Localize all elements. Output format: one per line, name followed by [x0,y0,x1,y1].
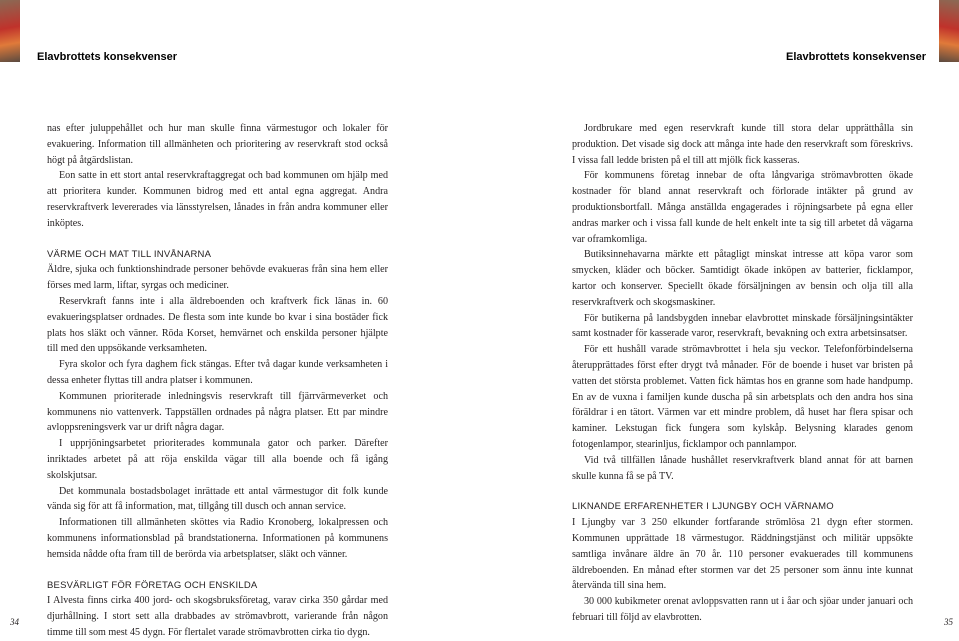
paragraph: I Alvesta finns cirka 400 jord- och skogsbruksföretag, varav cirka 350 gårdar med djurhållning. I stort sett alla drabbades av strömavbrott, varierande från någon timme till som mest 45 dygn. För flertalet varade strömavbrotten cirka tio dygn. [47,595,388,638]
paragraph: För butikerna på landsbygden innebar elavbrottet minskade försäljningsintäkter samt kostnader för kasserade varor, reservkraft, bevakning och extra arbetsinsatser. [572,312,913,340]
paragraph: Vid två tillfällen lånade hushållet reservkraftverk bland annat för att barnen skulle kunna få se på TV. [572,454,913,482]
paragraph: 30 000 kubikmeter orenat avloppsvatten rann ut i åar och sjöar under januari och februari till följd av elavbrotten. [572,596,913,623]
decorative-corner-image-right [939,0,959,62]
page-number-right: 35 [944,617,953,627]
paragraph: Äldre, sjuka och funktionshindrade personer behövde evakueras från sina hem eller förses med larm, liftar, syrgas och mediciner. [47,264,388,292]
paragraph: Jordbrukare med egen reservkraft kunde till stora delar upprätthålla sin produktion. Det visade sig dock att många inte hade den reservkraft som föreskrivs. I vissa fall ledde bristen på el till att mjölk fick kasseras. [572,123,913,166]
running-head-right: Elavbrottets konsekvenser [785,51,926,63]
paragraph: För kommunens företag innebar de ofta långvariga strömavbrotten ökade kostnader för bland annat reservkraft och förlorade intäkter på grund av produktionsbortfall. Många anställda engagerades i röjningsarbete på egna eller andras marker och i vissa fall kunde de helt enkelt inte ta sig till arbetet då vägarna var oframkomliga. [572,170,913,245]
paragraph: Informationen till allmänheten sköttes via Radio Kronoberg, lokalpressen och kommunens informationsblad på brandstationerna. Informationen på kommunens hemsida nådde ofta fram till de berörda via arbetsplatser, släkt och vänner. [47,517,388,560]
running-head-left: Elavbrottets konsekvenser [37,51,178,63]
decorative-corner-image-left [0,0,20,62]
paragraph: I Ljungby var 3 250 elkunder fortfarande strömlösa 21 dygn efter stormen. Kommunen upprättade 18 värmestugor. Räddningstjänst och militär uppsökte samtliga invånare äldre än 70 år. 110 personer evakuerades till kommunens äldreboenden. En månad efter stormen var det 25 personer som ännu inte kunnat återvända till sina hem. [572,517,913,592]
paragraph: Reservkraft fanns inte i alla äldreboenden och kraftverk fick länas in. 60 evakueringsplatser ordnades. De flesta som inte kunde bo kvar i sina bostäder fick plats hos släkt och vänner. Röda Korset, hemvärnet och enskilda personer hjälpte till med den uppsökande verksamheten. [47,295,388,355]
page-number-left: 34 [10,617,19,627]
section-heading: LIKNANDE ERFARENHETER I LJUNGBY OCH VÄRNAMO [572,501,834,513]
paragraph: Det kommunala bostadsbolaget inrättade ett antal värmestugor dit folk kunde vända sig för att få information, mat, tillgång till dusch och annan service. [47,485,388,513]
paragraph: För ett hushåll varade strömavbrottet i hela sju veckor. Telefonförbindelserna återupprättades först efter drygt två månader. För de boende i huset var bristen på vatten det största problemet. Vatten fick hämtas hos en granne som hade handpump. En av de vuxna i familjen kunde duscha på sin arbetsplats och den andra hos sina föräldrar i en tätort. Värmen var ett mindre problem, då huset har flera spisar och kaminer. Lekstugan fick fungera som kylskåp. Belysning klarades genom fotogenlampor, stearinljus, ficklampor och pannlampor. [572,344,913,450]
paragraph: nas efter juluppehållet och hur man skulle finna värmestugor och lokaler för evakuering. Information till allmänheten och prioritering av reservkraft stod också högt på åtgärdslistan. [47,123,388,166]
section-heading: BESVÄRLIGT FÖR FÖRETAG OCH ENSKILDA [47,579,258,591]
section-heading: VÄRME OCH MAT TILL INVÅNARNA [47,248,212,260]
right-page-column [572,121,913,626]
left-page-column [47,121,388,641]
paragraph: Eon satte in ett stort antal reservkraftaggregat och bad kommunen om hjälp med att prioritera kunder. Kommunen bidrog med ett antal egna aggregat. Andra reservkraftverk levererades via länsstyrelsen, lånades in från andra kommuner eller inköptes. [47,170,388,229]
paragraph: I upprjöningsarbetet prioriterades kommunala gator och parker. Därefter inriktades arbetet på att röja enskilda vägar till alla boende och få igång skolskjutsar. [47,438,388,481]
paragraph: Fyra skolor och fyra daghem fick stängas. Efter två dagar kunde verksamheten i dessa enheter flyttas till andra platser i kommunen. [47,359,388,386]
paragraph: Butiksinnehavarna märkte ett påtagligt minskat intresse att köpa varor som smycken, kläder och böcker. Samtidigt ökade inköpen av batterier, ficklampor, kartor och konserver. Speciellt ökade försäljningen av bensin och olja till alla reservkraftverk och skogsmaskiner. [572,249,913,308]
paragraph: Kommunen prioriterade inledningsvis reservkraft till fjärrvärmeverket och kommunens nio vattenverk. Tappställen ordnades på några platser. Ett par mindre avloppsreningsverk var ur drift några dagar. [47,390,388,434]
